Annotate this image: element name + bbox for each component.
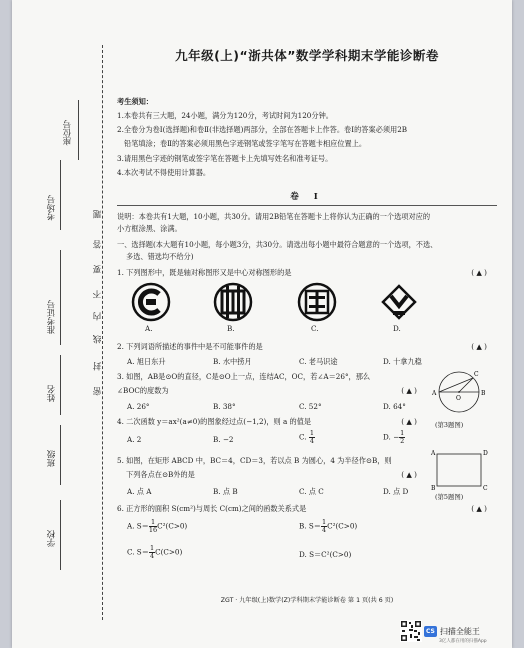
question-4-option-b: B. −2 [213,435,234,444]
seal-char: 线 [93,335,103,344]
question-5-option-b: B. 点 B [213,487,238,496]
exam-room-line [60,160,61,230]
question-1-stem: 1. 下列图形中，既是轴对称图形又是中心对称图形的是 [117,268,292,277]
notice-item: 铅笔填涂；卷Ⅱ的答案必须用黑色字迹钢笔或签字笔写在答题卡相应位置上。 [124,139,367,149]
seal-char: 不 [93,290,103,299]
notice-item: 2.全卷分为卷Ⅰ(选择题)和卷Ⅱ(非选择题)两部分，全部在答题卡上作答。卷Ⅰ的答案必须用2B [117,125,408,135]
question-3-figure-caption: (第3题图) [435,421,464,429]
part-title: 一、选择题(本大题有10小题，每小题3分，共30分。请选出每小题中最符合题意的一个选项，不选、 [117,240,438,249]
question-3-option-a: A. 26° [127,402,150,411]
question-1-option-a: A. [145,324,153,333]
notice-item: 4.本次考试不得使用计算器。 [117,167,211,177]
question-2-option-c: C. 老马识途 [299,357,338,366]
page-footer: ZGT · 九年级(上)数学(Z)学科期末学能诊断卷 第 1 页(共 6 页) [220,597,394,604]
fig5-label-c: C [483,485,488,492]
name-label: 姓名 [47,385,57,402]
ticket-number-line [60,250,61,345]
fig5-label-d: D [483,450,488,457]
seal-char: 内 [93,312,103,321]
school-line [60,500,61,570]
question-2-stem: 2. 下列词语所描述的事件中是不可能事件的是 [117,342,263,351]
exam-room-label: 考场号 [47,195,57,221]
class-label: 班级 [47,450,57,467]
fig3-label-o: O [456,395,461,402]
ticket-number-label: 准考证号 [47,300,57,334]
logo-option-a-icon [131,282,171,322]
question-3-option-b: B. 38° [213,402,236,411]
scanner-app-name: 扫描全能王 [439,627,480,636]
scanner-tagline: 3亿人都在用的扫描App [439,639,487,644]
scanner-badge [424,626,480,637]
logo-option-c-icon [297,282,337,322]
answer-bracket: ( ▲ ) [401,470,417,479]
part-title: 多选、错选均不给分) [126,252,194,261]
question-3-stem: ∠BOC的度数为 [117,386,169,395]
question-6-option-d: D. S＝C²(C>0) [299,550,352,559]
question-4-stem: 4. 二次函数 y＝ax²(a≠0)的图象经过点(−1,2)，则 a 的值是 [117,417,312,426]
fig5-label-b: B [431,485,436,492]
seal-dashed-line [102,45,103,620]
notice-item: 3.请用黑色字迹的钢笔或签字笔在答题卡上先填写姓名和准考证号。 [117,153,333,163]
instruction-line: 小方框涂黑、涂满。 [117,224,182,233]
section-title: 卷 Ⅰ [290,192,324,202]
question-5-stem: 5. 如图，在矩形 ABCD 中，BC＝4，CD＝3，若以点 B 为圆心，4 为半径作⊙B，则 [117,456,392,465]
question-3-circle-figure [429,368,489,420]
question-1-option-d: D. [393,324,401,333]
question-5-option-c: C. 点 C [299,487,324,496]
class-line [60,425,61,485]
question-5-rectangle-figure [429,448,489,493]
answer-bracket: ( ▲ ) [401,417,417,426]
question-6-option-c: C. S＝ $\frac{1}{4}$ C(C>0) [127,544,183,560]
exam-paper [12,0,512,648]
fig3-label-a: A [432,390,437,397]
question-4-option-d: D. − $\frac{1}{2}$ [383,429,405,445]
question-3-option-c: C. 52° [299,402,322,411]
notice-block [117,96,497,181]
question-6-option-a: A. S＝ $\frac{1}{16}$ C²(C>0) [127,518,188,534]
seal-char: 答 [93,240,103,249]
question-3-option-d: D. 64° [383,402,406,411]
answer-bracket: ( ▲ ) [401,386,417,395]
answer-bracket: ( ▲ ) [471,504,487,513]
question-5-figure-caption: (第5题图) [435,493,464,501]
fig5-label-a: A [431,450,436,457]
notice-item: 1.本卷共有三大题，24小题，满分为120分，考试时间为120分钟。 [117,111,333,121]
question-3-stem: 3. 如图，AB是⊙O的直径，C是⊙O上一点，连结AC，OC，若∠A＝26°，那么 [117,372,371,381]
instruction-line: 说明：本卷共有1大题，10小题，共30分。请用2B铅笔在答题卡上将你认为正确的一个选项对应的 [117,212,431,221]
question-2-option-a: A. 旭日东升 [127,357,166,366]
binding-margin [12,0,112,648]
question-1-option-b: B. [227,324,235,333]
section-divider [117,205,497,206]
cs-logo-icon: CS [426,628,435,635]
answer-bracket: ( ▲ ) [471,268,487,277]
notice-title: 考生须知： [117,97,153,106]
school-label: 学校 [47,530,57,547]
seal-char: 要 [93,265,103,274]
question-4-option-a: A. 2 [127,435,142,444]
qr-code-icon [400,620,422,642]
seal-char: 封 [93,362,103,371]
fig3-label-b: B [481,390,486,397]
question-6-option-b: B. S＝ $\frac{1}{4}$ C²(C>0) [299,518,358,534]
seal-char: 题 [93,210,103,219]
question-4-option-c: C. $\frac{1}{4}$ [299,429,314,445]
question-2-option-d: D. 十拿九稳 [383,357,422,366]
seat-number-label: 座位号 [63,120,73,146]
question-6-stem: 6. 正方形的面积 S(cm²)与周长 C(cm)之间的函数关系式是 [117,504,307,513]
fig3-label-c: C [474,371,479,378]
seat-number-line [78,100,79,160]
question-1-option-c: C. [311,324,319,333]
logo-option-b-icon [213,282,253,322]
seal-char: 密 [93,387,103,396]
question-2-option-b: B. 水中捞月 [213,357,252,366]
answer-bracket: ( ▲ ) [471,342,487,351]
name-line [60,355,61,415]
exam-title: 九年级(上)“浙共体”数学学科期末学能诊断卷 [175,48,439,63]
question-5-option-a: A. 点 A [127,487,152,496]
question-5-stem: 下列各点在⊙B外的是 [126,470,195,479]
logo-option-d-icon [379,282,419,322]
question-5-option-d: D. 点 D [383,487,409,496]
